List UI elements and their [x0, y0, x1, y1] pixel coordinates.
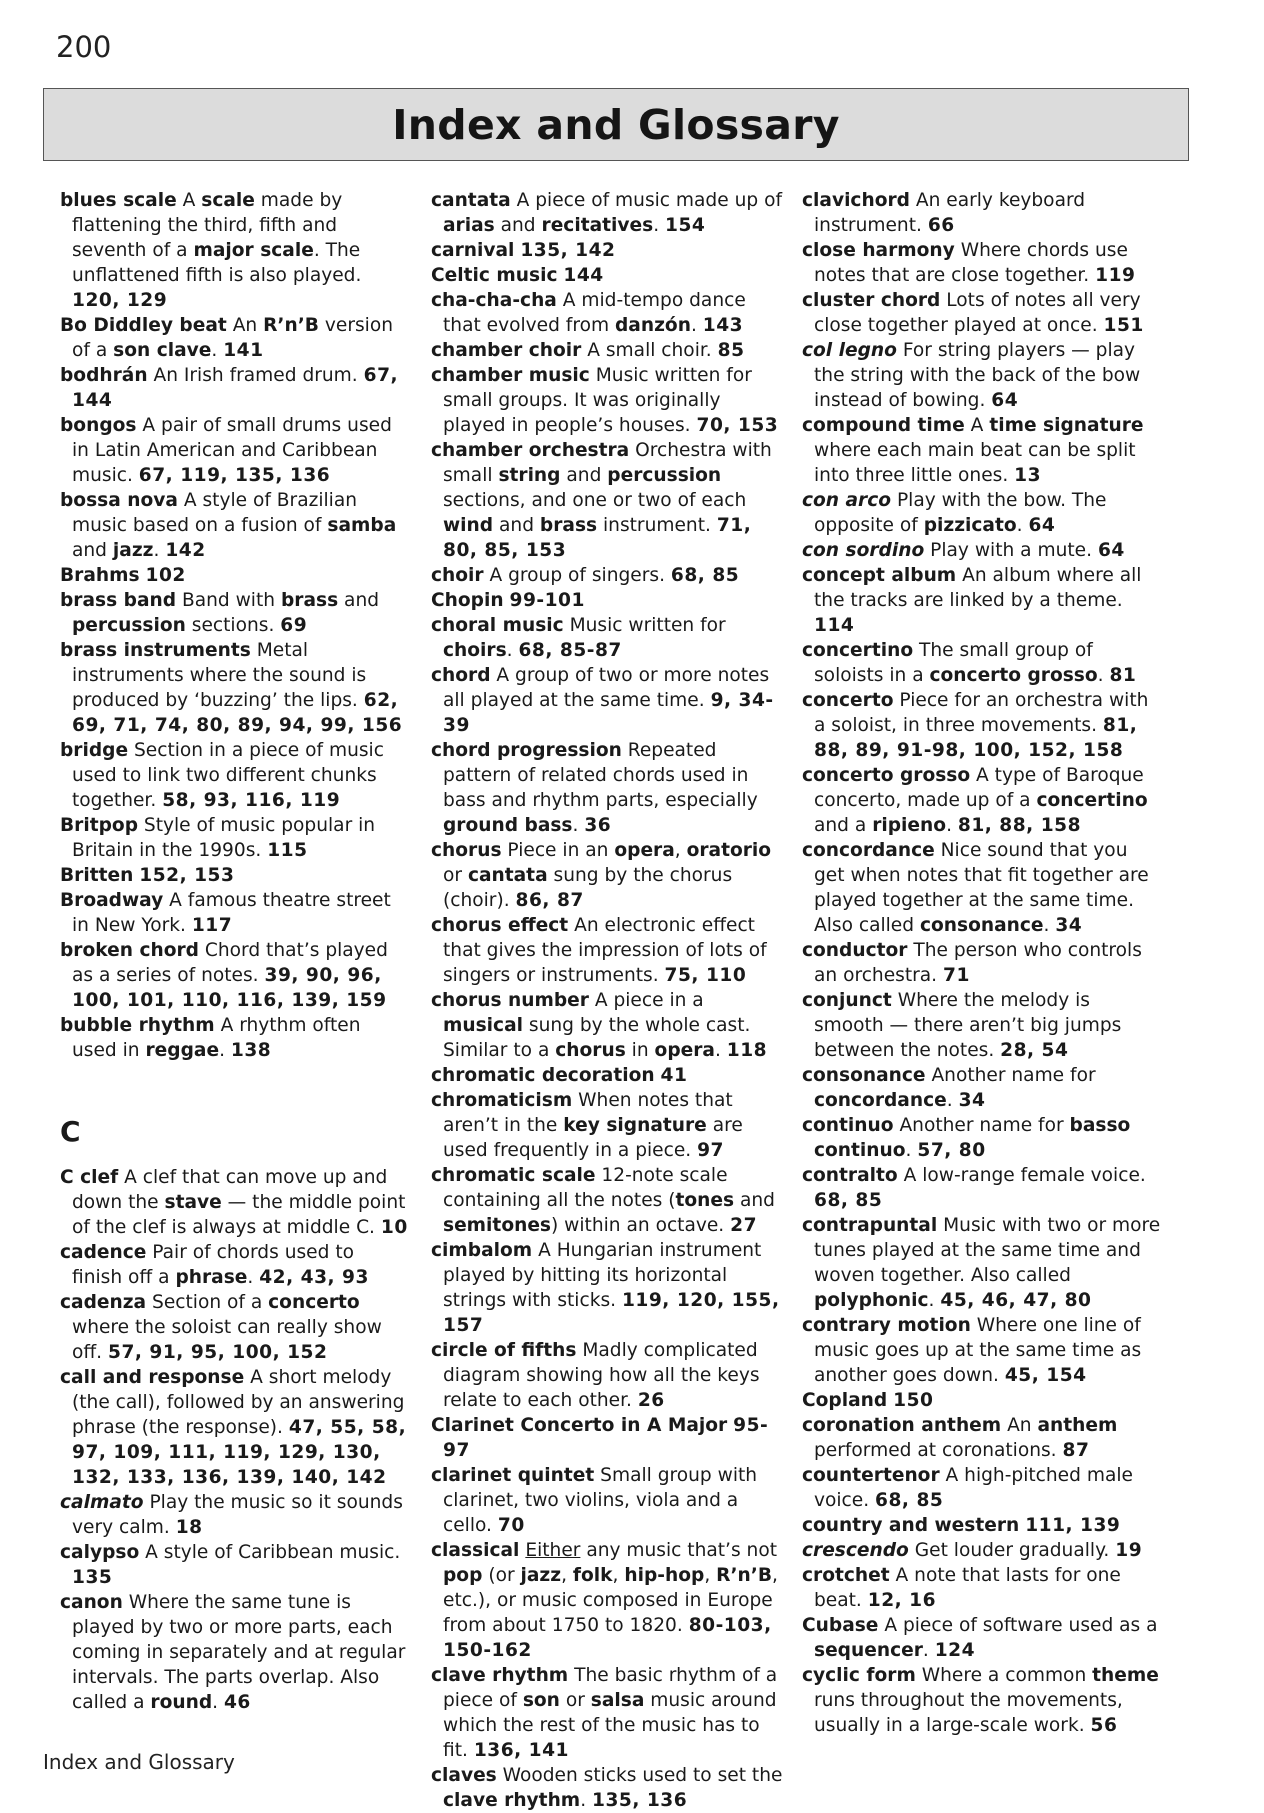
entry-term: con arco [802, 490, 892, 511]
glossary-entry [60, 563, 408, 588]
glossary-entry: canon Where the same tune is played by two or more parts, each coming in separately and at regular intervals. The parts overlap. Also called a round. 46 [60, 1592, 406, 1713]
glossary-entry: consonance Another name for concordance. 34 [802, 1065, 1096, 1111]
entry-term: coronation anthem [802, 1415, 1002, 1436]
glossary-entry: cluster chord Lots of notes all very close together played at once. 151 [802, 290, 1144, 336]
entry-term: con sordino [802, 540, 925, 561]
page-references: 10 [380, 1217, 408, 1238]
glossary-entry: broken chord Chord that’s played as a series of notes. 39, 90, 96, 100, 101, 110, 116, 139, 159 [60, 940, 388, 1011]
cross-reference: opera [614, 840, 675, 861]
cross-reference: arias [443, 215, 495, 236]
entry-term: contrapuntal [802, 1215, 938, 1236]
page-references: 151 [1103, 315, 1144, 336]
entry-term: chorus number [431, 990, 589, 1011]
entry-term: bongos [60, 415, 137, 436]
page-references: 95-97 [443, 1415, 769, 1461]
entry-term: Bo Diddley beat [60, 315, 227, 336]
page-references: 18 [175, 1517, 203, 1538]
entry-term: Britpop [60, 815, 138, 836]
glossary-entry: chorus number A piece in a musical sung by the whole cast. Similar to a chorus in opera. 118 [431, 990, 768, 1061]
entry-term: concerto grosso [802, 765, 971, 786]
entry-term: Copland [802, 1390, 888, 1411]
cross-reference: percussion [607, 465, 722, 486]
entry-term: concordance [802, 840, 935, 861]
cross-reference: salsa [590, 1690, 645, 1711]
page-references: 57, 80 [917, 1140, 986, 1161]
page-footer: Index and Glossary [43, 1750, 235, 1774]
glossary-entry: concordance Nice sound that you get when notes that fit together are played together at the same time. Also called consonance. 34 [802, 840, 1149, 936]
entry-term: Brahms [60, 565, 140, 586]
page-references: 124 [934, 1640, 976, 1661]
page-references: 87 [1062, 1440, 1090, 1461]
cross-reference: reggae [145, 1040, 220, 1061]
glossary-entry: crescendo Get louder gradually. 19 [802, 1540, 1143, 1561]
entry-term: contralto [802, 1165, 898, 1186]
section-heading: C [60, 1115, 81, 1148]
glossary-entry [431, 263, 786, 288]
glossary-entry: concertino The small group of soloists in a concerto grosso. 81 [802, 640, 1137, 686]
page-references: 102 [145, 565, 186, 586]
index-column-2 [431, 188, 786, 1813]
cross-reference: recitatives [541, 215, 654, 236]
entry-term: clave rhythm [431, 1665, 569, 1686]
glossary-entry: cimbalom A Hungarian instrument played by hitting its horizontal strings with sticks. 119, 120, 155, 157 [431, 1240, 780, 1336]
glossary-entry: close harmony Where chords use notes that are close together. 119 [802, 240, 1136, 286]
cross-reference: string [498, 465, 561, 486]
glossary-entry [431, 238, 786, 263]
cross-reference: wind [443, 515, 494, 536]
glossary-entry: call and response A short melody (the call), followed by an answering phrase (the response). 47, 55, 58, 97, 109, 111, 119, 129, 130, 132, 133, 136, 139, 140, 142 [60, 1367, 407, 1488]
page-references: 135 [72, 1567, 113, 1588]
glossary-entry: Broadway A famous theatre street in New York. 117 [60, 890, 391, 936]
emphasis-text: Either [525, 1540, 581, 1561]
page-references: 135, 136 [592, 1790, 688, 1811]
glossary-entry: choral music Music written for choirs. 68, 85-87 [431, 615, 726, 661]
entry-term: clarinet quintet [431, 1465, 595, 1486]
glossary-entry: conductor The person who controls an orchestra. 71 [802, 940, 1142, 986]
glossary-entry: claves Wooden sticks used to set the clave rhythm. 135, 136 [431, 1765, 783, 1811]
entry-term: Celtic music [431, 265, 558, 286]
entry-term: Clarinet Concerto in A Major [431, 1415, 728, 1436]
glossary-entry: chamber music Music written for small groups. It was originally played in people’s houses. 70, 153 [431, 365, 779, 436]
entry-term: brass band [60, 590, 177, 611]
page-references: 45, 46, 47, 80 [940, 1290, 1092, 1311]
page-references: 136, 141 [473, 1740, 569, 1761]
glossary-entry: clavichord An early keyboard instrument. 66 [802, 190, 1086, 236]
cross-reference: pizzicato [923, 515, 1017, 536]
page-references: 135, 142 [520, 240, 616, 261]
page-references: 142 [165, 540, 206, 561]
page-references: 115 [267, 840, 308, 861]
glossary-entry: con arco Play with the bow. The opposite of pizzicato. 64 [802, 490, 1107, 536]
glossary-entry: chorus Piece in an opera, oratorio or cantata sung by the chorus (choir). 86, 87 [431, 840, 772, 911]
glossary-entry: cantata A piece of music made up of arias and recitatives. 154 [431, 190, 783, 236]
page-references: 13 [1014, 465, 1042, 486]
entry-term: Broadway [60, 890, 164, 911]
page-references: 119, 120, 155, 157 [443, 1290, 780, 1336]
page-references: 111, 139 [1025, 1515, 1121, 1536]
glossary-entry: choir A group of singers. 68, 85 [431, 565, 740, 586]
page-references: 119 [1095, 265, 1136, 286]
glossary-entry: countertenor A high-pitched male voice. 68, 85 [802, 1465, 1133, 1511]
cross-reference: anthem [1037, 1415, 1118, 1436]
glossary-entry [60, 863, 408, 888]
page-references: 46 [223, 1692, 251, 1713]
page-references: 45, 154 [1004, 1365, 1087, 1386]
cross-reference: time signature [989, 415, 1144, 436]
page-references: 152, 153 [139, 865, 235, 886]
cross-reference: semitones [443, 1215, 552, 1236]
entry-term: broken chord [60, 940, 199, 961]
entry-term: choral music [431, 615, 564, 636]
entry-term: chromatic decoration [431, 1065, 655, 1086]
entry-term: choir [431, 565, 484, 586]
glossary-entry: chamber choir A small choir. 85 [431, 340, 745, 361]
page-references: 68, 85 [875, 1490, 944, 1511]
entry-term: cyclic form [802, 1665, 916, 1686]
entry-term: chamber music [431, 365, 590, 386]
glossary-entry: continuo Another name for basso continuo. 57, 80 [802, 1115, 1131, 1161]
cross-reference: jazz [520, 1565, 562, 1586]
cross-reference: son clave [113, 340, 212, 361]
page-references: 80-103, 150-162 [443, 1615, 772, 1661]
entry-term: cantata [431, 190, 511, 211]
entry-term: calmato [60, 1492, 144, 1513]
page-references: 67, 119, 135, 136 [138, 465, 331, 486]
entry-term: chromatic scale [431, 1165, 596, 1186]
title-banner [43, 88, 1189, 161]
glossary-entry: Cubase A piece of software used as a sequencer. 124 [802, 1615, 1158, 1661]
page-references: 154 [665, 215, 706, 236]
cross-reference: musical [443, 1015, 523, 1036]
page-references: 34 [1055, 915, 1083, 936]
entry-term: compound time [802, 415, 965, 436]
entry-term: Chopin [431, 590, 504, 611]
entry-term: canon [60, 1592, 123, 1613]
entry-term: contrary motion [802, 1315, 971, 1336]
cross-reference: cantata [467, 865, 548, 886]
glossary-entry: coronation anthem An anthem performed at coronations. 87 [802, 1415, 1118, 1461]
cross-reference: brass [539, 515, 598, 536]
page-references: 68, 85 [670, 565, 740, 586]
cross-reference: concordance [814, 1090, 947, 1111]
entry-term: cimbalom [431, 1240, 533, 1261]
cross-reference: ground bass [443, 815, 573, 836]
page-references: 68, 85 [814, 1190, 883, 1211]
entry-term: consonance [802, 1065, 926, 1086]
page-references: 70, 153 [696, 415, 779, 436]
entry-term: col legno [802, 340, 897, 361]
cross-reference: hip-hop [624, 1565, 705, 1586]
entry-term: concerto [802, 690, 894, 711]
page-references: 47, 55, 58, 97, 109, 111, 119, 129, 130, 132, 133, 136, 139, 140, 142 [72, 1417, 407, 1488]
cross-reference: concerto [268, 1292, 360, 1313]
glossary-entry: chord A group of two or more notes all played at the same time. 9, 34-39 [431, 665, 774, 736]
page-references: 71 [943, 965, 970, 986]
page-number: 200 [56, 30, 112, 64]
glossary-entry: crotchet A note that lasts for one beat. 12, 16 [802, 1565, 1121, 1611]
entry-term: chromaticism [431, 1090, 573, 1111]
cross-reference: concertino [1036, 790, 1148, 811]
cross-reference: choirs [443, 640, 507, 661]
glossary-entry: contralto A low-range female voice. 68, 85 [802, 1165, 1146, 1211]
glossary-entry: con sordino Play with a mute. 64 [802, 540, 1125, 561]
entry-term: concertino [802, 640, 914, 661]
glossary-entry: bossa nova A style of Brazilian music based on a fusion of samba and jazz. 142 [60, 490, 397, 561]
glossary-entry: bubble rhythm A rhythm often used in reggae. 138 [60, 1015, 361, 1061]
page-references: 138 [230, 1040, 272, 1061]
entry-term: cha-cha-cha [431, 290, 557, 311]
glossary-entry: circle of fifths Madly complicated diagram showing how all the keys relate to each other. 26 [431, 1340, 760, 1411]
glossary-entry: chamber orchestra Orchestra with small string and percussion sections, and one or two of each wind and brass instrument. 71, 80, 85, 153 [431, 440, 772, 561]
entry-term: carnival [431, 240, 515, 261]
entry-term: conjunct [802, 990, 892, 1011]
entry-term: crescendo [802, 1540, 909, 1561]
cross-reference: stave [164, 1192, 222, 1213]
entry-term: C clef [60, 1167, 119, 1188]
cross-reference: samba [327, 515, 397, 536]
entry-term: bossa nova [60, 490, 178, 511]
entry-term: countertenor [802, 1465, 940, 1486]
cross-reference: basso continuo [814, 1115, 1131, 1161]
page-references: 36 [584, 815, 612, 836]
glossary-entry: contrary motion Where one line of music goes up at the same time as another goes down. 45, 154 [802, 1315, 1142, 1386]
page-references: 19 [1115, 1540, 1143, 1561]
page-references: 34 [958, 1090, 986, 1111]
entry-term: close harmony [802, 240, 955, 261]
page-references: 81, 88, 158 [957, 815, 1082, 836]
cross-reference: oratorio [686, 840, 772, 861]
cross-reference: percussion [72, 615, 186, 636]
page-references: 86, 87 [515, 890, 584, 911]
entry-term: clavichord [802, 190, 910, 211]
cross-reference: son [522, 1690, 560, 1711]
page-title: Index and Glossary [392, 100, 840, 149]
glossary-entry: bodhrán An Irish framed drum. 67, 144 [60, 365, 399, 411]
page-references: 28, 54 [1000, 1040, 1069, 1061]
glossary-entry: bongos A pair of small drums used in Latin American and Caribbean music. 67, 119, 135, 136 [60, 415, 392, 486]
page-references: 39, 90, 96, 100, 101, 110, 116, 139, 159 [72, 965, 387, 1011]
glossary-entry: blues scale A scale made by flattening the third, fifth and seventh of a major scale. The unflattened fifth is also played. 120, 129 [60, 190, 362, 311]
page-references: 27 [730, 1215, 758, 1236]
page-references: 64 [1028, 515, 1056, 536]
entry-term: cadenza [60, 1292, 147, 1313]
page-references: 12, 16 [867, 1590, 937, 1611]
page-references: 81, 88, 89, 91-98, 100, 152, 158 [814, 715, 1138, 761]
glossary-entry [802, 1513, 1162, 1538]
entry-term: bodhrán [60, 365, 148, 386]
glossary-entry: cha-cha-cha A mid-tempo dance that evolved from danzón. 143 [431, 290, 746, 336]
cross-reference: chorus [555, 1040, 626, 1061]
entry-term: continuo [802, 1115, 894, 1136]
index-column-3 [802, 188, 1162, 1738]
glossary-entry: classical Either any music that’s not pop (or jazz, folk, hip-hop, R’n’B, etc.), or music composed in Europe from about 1750 to 1820. 80-103, 150-162 [431, 1540, 778, 1661]
glossary-entry: Britpop Style of music popular in Britain in the 1990s. 115 [60, 815, 376, 861]
entry-term: concept album [802, 565, 957, 586]
glossary-entry [431, 588, 786, 613]
cross-reference: scale [201, 190, 255, 211]
glossary-entry: col legno For string players — play the string with the back of the bow instead of bowing. 64 [802, 340, 1141, 411]
page-references: 66 [927, 215, 955, 236]
page-references: 64 [991, 390, 1019, 411]
page-references: 41 [660, 1065, 688, 1086]
page-references: 9, 34-39 [443, 690, 774, 736]
glossary-entry: chorus effect An electronic effect that gives the impression of lots of singers or instruments. 75, 110 [431, 915, 767, 986]
page-references: 85 [717, 340, 745, 361]
entry-term: crotchet [802, 1565, 890, 1586]
cross-reference: jazz [112, 540, 154, 561]
glossary-entry: chord progression Repeated pattern of related chords used in bass and rhythm parts, especially ground bass. 36 [431, 740, 758, 836]
glossary-entry: cadenza Section of a concerto where the soloist can really show off. 57, 91, 95, 100, 152 [60, 1292, 382, 1363]
cross-reference: key signature [563, 1115, 707, 1136]
glossary-entry [431, 1063, 786, 1088]
glossary-entry: concerto Piece for an orchestra with a soloist, in three movements. 81, 88, 89, 91-98, 100, 152, 158 [802, 690, 1149, 761]
entry-term: chord [431, 665, 491, 686]
page-references: 62, 69, 71, 74, 80, 89, 94, 99, 156 [72, 690, 403, 736]
entry-term: chorus [431, 840, 502, 861]
page-references: 144 [563, 265, 604, 286]
page-references: 67, 144 [72, 365, 399, 411]
glossary-entry [802, 1388, 1162, 1413]
cross-reference: folk [572, 1565, 613, 1586]
page-references: 99-101 [509, 590, 585, 611]
entry-term: blues scale [60, 190, 177, 211]
glossary-entry: concerto grosso A type of Baroque concerto, made up of a concertino and a ripieno. 81, 88, 158 [802, 765, 1148, 836]
page-references: 57, 91, 95, 100, 152 [108, 1342, 328, 1363]
glossary-entry: chromaticism When notes that aren’t in the key signature are used frequently in a piece. 97 [431, 1090, 743, 1161]
entry-term: country and western [802, 1515, 1020, 1536]
page-references: 26 [637, 1390, 665, 1411]
entry-term: conductor [802, 940, 908, 961]
entry-term: calypso [60, 1542, 140, 1563]
cross-reference: brass [280, 590, 339, 611]
page-references: 58, 93, 116, 119 [162, 790, 341, 811]
page-references: 120, 129 [72, 290, 168, 311]
glossary-entry [431, 1413, 786, 1463]
cross-reference: theme [1092, 1665, 1159, 1686]
glossary-entry: brass band Band with brass and percussion sections. 69 [60, 590, 380, 636]
entry-term: chamber choir [431, 340, 582, 361]
glossary-entry: cyclic form Where a common theme runs throughout the movements, usually in a large-scale work. 56 [802, 1665, 1159, 1736]
cross-reference: major scale [193, 240, 314, 261]
glossary-entry: contrapuntal Music with two or more tunes played at the same time and woven together. Also called polyphonic. 45, 46, 47, 80 [802, 1215, 1161, 1311]
glossary-entry: chromatic scale 12-note scale containing all the notes (tones and semitones) within an octave. 27 [431, 1165, 775, 1236]
glossary-entry: calmato Play the music so it sounds very calm. 18 [60, 1492, 403, 1538]
glossary-entry: bridge Section in a piece of music used to link two different chunks together. 58, 93, 116, 119 [60, 740, 384, 811]
cross-reference: round [150, 1692, 213, 1713]
page-references: 68, 85-87 [518, 640, 622, 661]
glossary-entry: Bo Diddley beat An R’n’B version of a son clave. 141 [60, 315, 393, 361]
cross-reference: phrase [175, 1267, 248, 1288]
page-references: 118 [726, 1040, 768, 1061]
glossary-entry: compound time A time signature where each main beat can be split into three little ones. 13 [802, 415, 1144, 486]
entry-term: chorus effect [431, 915, 569, 936]
cross-reference: tones [675, 1190, 735, 1211]
page-references: 150 [893, 1390, 934, 1411]
page-references: 42, 43, 93 [259, 1267, 369, 1288]
glossary-entry: conjunct Where the melody is smooth — there aren’t big jumps between the notes. 28, 54 [802, 990, 1122, 1061]
entry-term: Britten [60, 865, 134, 886]
entry-term: bridge [60, 740, 129, 761]
cross-reference: danzón [615, 315, 691, 336]
entry-term: Cubase [802, 1615, 879, 1636]
index-column-1 [60, 188, 408, 1715]
page-references: 97 [697, 1140, 724, 1161]
glossary-entry: C clef A clef that can move up and down the stave — the middle point of the clef is always at middle C. 10 [60, 1167, 408, 1238]
page-references: 141 [223, 340, 264, 361]
entry-term: chord progression [431, 740, 622, 761]
page-references: 70 [497, 1515, 525, 1536]
entry-term: cluster chord [802, 290, 941, 311]
entry-term: classical [431, 1540, 520, 1561]
cross-reference: R’n’B [716, 1565, 773, 1586]
page-references: 69 [280, 615, 308, 636]
glossary-entry: calypso A style of Caribbean music. 135 [60, 1542, 401, 1588]
glossary-entry: cadence Pair of chords used to finish off a phrase. 42, 43, 93 [60, 1242, 369, 1288]
cross-reference: opera [654, 1040, 715, 1061]
entry-term: cadence [60, 1242, 147, 1263]
entry-term: claves [431, 1765, 497, 1786]
cross-reference: sequencer [814, 1640, 923, 1661]
entry-term: bubble rhythm [60, 1015, 215, 1036]
page-references: 114 [814, 615, 855, 636]
page-references: 143 [702, 315, 744, 336]
cross-reference: clave rhythm [443, 1790, 581, 1811]
glossary-entry: clave rhythm The basic rhythm of a piece of son or salsa music around which the rest of the music has to fit. 136, 141 [431, 1665, 778, 1761]
page-references: 81 [1109, 665, 1137, 686]
glossary-entry: brass instruments Metal instruments where the sound is produced by ‘buzzing’ the lips. 62, 69, 71, 74, 80, 89, 94, 99, 156 [60, 640, 403, 736]
page-references: 56 [1090, 1715, 1118, 1736]
glossary-entry: concept album An album where all the tracks are linked by a theme. 114 [802, 565, 1142, 636]
cross-reference: polyphonic [814, 1290, 929, 1311]
entry-term: circle of fifths [431, 1340, 577, 1361]
entry-term: call and response [60, 1367, 245, 1388]
cross-reference: consonance [919, 915, 1044, 936]
cross-reference: R’n’B [263, 315, 319, 336]
glossary-entry: clarinet quintet Small group with clarinet, two violins, viola and a cello. 70 [431, 1465, 758, 1536]
page-references: 117 [191, 915, 233, 936]
page-references: 75, 110 [664, 965, 747, 986]
cross-reference: ripieno [872, 815, 947, 836]
page-references: 71, 80, 85, 153 [443, 515, 752, 561]
cross-reference: concerto grosso [929, 665, 1098, 686]
cross-reference: pop [443, 1565, 483, 1586]
page-references: 64 [1097, 540, 1125, 561]
entry-term: chamber orchestra [431, 440, 630, 461]
entry-term: brass instruments [60, 640, 251, 661]
